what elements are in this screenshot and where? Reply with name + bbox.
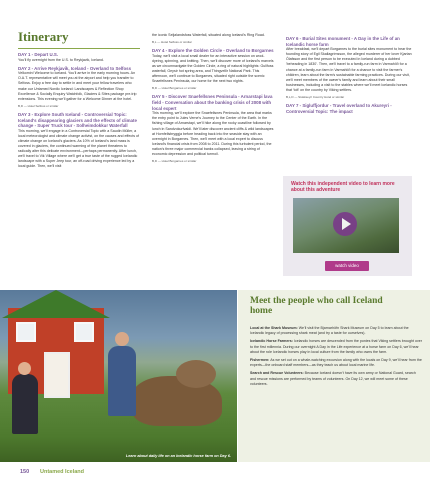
- day-1-text: You'll fly overnight from the U.S. to Reykjavik, Iceland.: [18, 57, 104, 62]
- day-3-heading: DAY 3 - Explore South Iceland - Controversial Topic: Iceland's disappearing glaciers and the effects of climate change - Super Truck tour - Solheimdokkur Waterfall: [18, 111, 137, 129]
- farmhouse-window: [16, 322, 36, 342]
- day-1-heading: DAY 1 - Depart U.S.: [18, 52, 59, 57]
- farmhouse-roof: [2, 290, 110, 318]
- meet-body: We'll visit the Bjarnarhöfn Shark Museum on Day 5 to learn about the Icelandic legacy of processing shark meat (and try a taste for ourselves).: [250, 326, 409, 336]
- meet-lead: Search and Rescue Volunteers:: [250, 371, 304, 376]
- day-2-accommodation: B,D — Hotel Selfoss or similar: [18, 103, 59, 108]
- itinerary-column-3: [286, 33, 412, 114]
- itinerary-column-2: [152, 33, 274, 164]
- book-title: Untamed Iceland: [40, 469, 85, 475]
- day-4-accommodation: B,D — Hotel Borgarnes or similar: [152, 86, 197, 91]
- meet-body: Because Iceland doesn't have its own army or National Guard, search and rescue missions are performed by teams of volunteers. On Day 12, we will meet some of these volunteers.: [250, 371, 416, 386]
- page-footer: [0, 466, 430, 480]
- day-5-heading: DAY 5 - Discover Snaefellsnes Peninsula - Arnarstapi lava field - Conversation about the banking crisis of 2008 with local expert: [152, 94, 273, 111]
- meet-text: [250, 326, 422, 390]
- itin-entry: [18, 112, 140, 170]
- day-2-text: Velkomin! Welcome to Iceland. You'll arrive in the early morning hours. An O.A.T. representative will meet you at the airport and help you transfer to Selfoss. Enjoy a free day to settle in and meet your fellow travelers who make our Untamed Nordic Iceland: Landscapes & Reflection Shop Excellence & Socially Enquiry Watchfolk, Glaciers & Sites package pre-trip extensions. This evening we'll gather for a Welcome Dinner at the hotel.: [18, 71, 137, 101]
- meet-paragraph: [250, 358, 422, 368]
- farmer-head: [18, 362, 31, 375]
- meet-body: As we set out on a whale-watching excursion along with the locals on Day 9, we'll hear from the experts—the onboard staff members—as they teach us about local marine life.: [250, 358, 422, 368]
- video-thumbnail[interactable]: [293, 198, 399, 253]
- itin-entry: [18, 66, 140, 109]
- day-4-heading: DAY 4 - Explore the Golden Circle - Overland to Borgarnes: [152, 48, 274, 54]
- farmhouse-window: [74, 322, 94, 342]
- itinerary-column-1: [18, 28, 140, 169]
- itinerary-title: Itinerary: [18, 29, 69, 44]
- day-4-text: Today, we'll visit a local small dealer for an interactive session on wool-dyeing, spinning, and knitting. Then, we'll discover more of Iceland's marvels as we circumnavigate the Golden Circle, a ring of natural highlights: Gullfoss waterfall, Geysir hot spring area, and Thingvellir National Park. This afternoon, we'll continue to Borgarnes, situated right outside the scenic Snaefellsnes Peninsula, our home for the next two nights.: [152, 53, 274, 84]
- day-6-accommodation: B,L,D — Stokkseyri Country Hotel or similar: [286, 95, 345, 100]
- meet-lead: Local at the Shark Museum:: [250, 326, 298, 330]
- page-number: 150: [20, 469, 30, 475]
- day-5-text: This morning, we'll explore the Snaefellsnes Peninsula, the area that marks the entry point to Jules Verne's Journey to the Center of the Earth. In the fishing village of Arnarstapi, we'll hike along the rocky coastline followed by lunch in Sandvokurfvaldi. We'll later discover ancient cliffs & wild landscapes at Hornfellsbryggja before heading back into the seaside stay with an overnight in Borgarnes. Then, we'll meet with a local expert to discuss Iceland's financial crisis from 2008 to 2011. During this turbulent period, the nation's three major commercial banks collapsed, leaving a string of economic depression and political turmoil.: [152, 111, 274, 156]
- day-2-heading: DAY 2 - Arrive Reykjavik, Iceland - Overland to Selfoss: [18, 65, 132, 71]
- horse-farm-photo: [0, 290, 237, 462]
- day-6-heading: DAY 6 - Burial Sites monument - A Day in the Life of an Icelandic horse farm: [286, 36, 400, 47]
- meet-the-people-box: [238, 290, 430, 462]
- meet-paragraph: [250, 339, 422, 355]
- day-3-text-continued: the iconic Seljalandsfoss Waterfall, situated along Iceland's Ring Road.: [152, 33, 265, 37]
- day-7-heading: DAY 7 - Sigluffjordur - Travel overland to Akureyri - Controversial Topic: The impact: [286, 103, 392, 114]
- video-promo-title: Watch this independent video to learn more about this adventure: [291, 181, 395, 194]
- rider-figure: [108, 346, 136, 416]
- day-5-accommodation: B,D — Hotel Borgarnes or similar: [152, 159, 197, 164]
- play-icon[interactable]: [333, 212, 357, 236]
- meet-title: Meet the people who call Iceland home: [250, 296, 383, 317]
- farmer-figure: [12, 374, 38, 434]
- meet-body: Icelandic horses are descended from the ponies that Viking settlers brought over to the first millennia. During our overnight A Day in the Life experience at a horse farm on Day 6, we'll hear about the role Icelandic horses play in local culture from the family who owns the farm.: [250, 339, 422, 354]
- meet-lead: Fishermen:: [250, 358, 270, 363]
- day-3-accommodation: B,L — Hotel Selfoss or similar: [152, 40, 192, 45]
- meet-paragraph: [250, 326, 422, 336]
- day-6-text: After breakfast, we'll depart Borgarnes to the burial sites monument to hear the founding story of Egil Skallagrímsson, the alleged murderer of her lover Kjartan Ólafsson and the first person to be executed in Iceland during a dubbed 'beheading in 1830'. Then, we'll travel to a family-run farm in Varmahlíð for a chance at a family-run farm in Varmahlíð for a chance to visit the farmer's children, learn about the farm's sustainable farming practices. During our visit, we'll meet members of the owner's family and learn about their small businesses, including a visit to the stables where we'll meet Icelandic horses that 'tolt' on the country by Viking settlers.: [286, 47, 412, 92]
- meet-paragraph: [250, 371, 422, 387]
- title-rule: [18, 48, 140, 49]
- rider-head: [115, 332, 129, 346]
- photo-caption: Learn about daily life on an Icelandic horse farm on Day 6.: [125, 454, 231, 458]
- farmhouse-door: [44, 352, 70, 398]
- meet-lead: Icelandic Horse Farmers:: [250, 339, 293, 344]
- video-promo-box: [283, 176, 412, 276]
- day-3-text: This morning, we'll engage in a Controversial Topic with a Saudin Müller, a local meteorologist and climate change activist, on the causes and effects of climate change on Iceland's glaciers. As 10% of Iceland's land mass is covered in glaciers, the continued warming of the planet threatens to radically alter this delicate environment—perhaps permanently. After lunch, we'll travel to Vik Village where we'll get a true taste of the rugged Icelandic landscape with a Super Jeep tour, an off-road driving experience led by a local guide. Then, we'll visit: [18, 128, 139, 169]
- itin-entry: [18, 52, 140, 63]
- horse-figure: [176, 360, 216, 388]
- watch-video-button[interactable]: watch video: [325, 261, 369, 271]
